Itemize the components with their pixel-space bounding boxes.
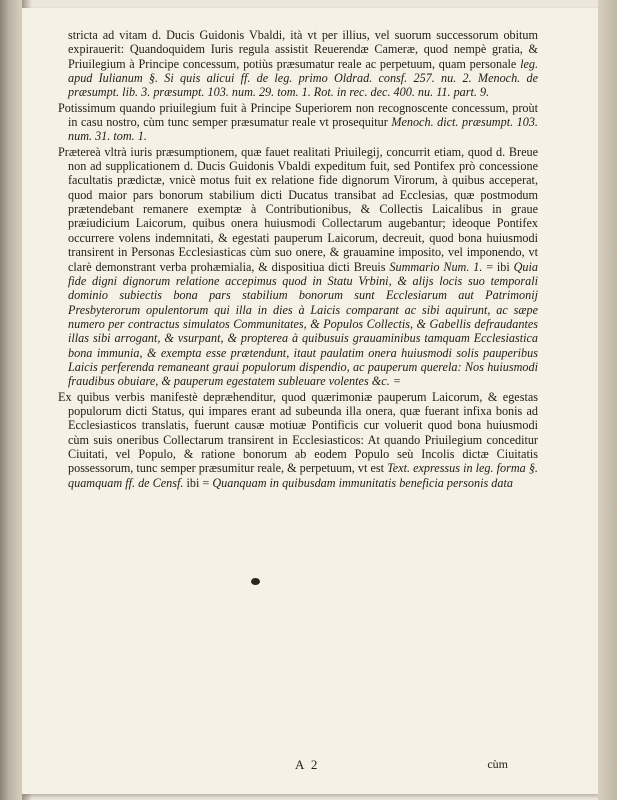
citation: leg. apud Iulianum §. Si quis alicui ff. de leg. primo Oldrad. consf. 257. nu. 2. Menoch. de præsumpt. lib. 3. præsumpt. 103. num. 29. tom. 1. Rot. in rec. dec. 400. nu. 11. part. 9. [68,56,538,100]
ink-blot [251,578,260,585]
quoted-law: Quanquam in quibusdam immunitatis beneficia personis data [212,475,513,490]
paragraph-2 [58,101,538,144]
text-run: = ibi [482,259,514,274]
body-text [58,28,538,490]
text-run: Ex quibus verbis manifestè depræhenditur, quod quærimoniæ pauperum Laicorum, & egestas populorum dicti Status, qui impares erant ad subeunda illa onera, quæ fuerant infixa bonis ad Ecclesiasticos translatis, fuerunt causæ motiuæ Pontificis cur voluerit quod bona huiusmodi cùm suis oneribus Collectarum transirent in Ecclesiasticos: At quando Priuilegium conceditur Ciuitati, vel Populo, & ratione bonorum ab eodem Populo seù Incolis dictæ Ciuitatis possessorum, tunc semper præsumitur reale, & perpetuum, vt est [58,389,538,476]
signature-mark: A 2 [295,757,320,772]
catchword: cùm [487,757,508,771]
text-run: Prætereà vltrà iuris præsumptionem, quæ fauet realitati Priuilegij, concurrit etiam, quod d. Breue non ad supplicationem d. Ducis Guidonis Vbaldi expeditum fuit, sed Pontifex prò concessione facultatis prædictæ, vnicè motus fuit ex relatione fide dignorum Virorum, à quibus acceperat, quod maior pars bonorum stabilium dicti Ducatus transibat ad Ecclesias, quæ postmodum prætendebant remanere exemptæ à Contributionibus, & Collectis Laicalibus in graue præiudicium Laicorum, quibus onera huiusmodi Collectarum augebantur; ideoque Pontifex occurrere volens indemnitati, & egestati pauperum Laicorum, decreuit, quod bona huiusmodi transirent in Personas Ecclesiasticas cùm suo onere, & grauamine imposito, vel imponendo, vt clarè demonstrant verba prohæmialia, & dispositiua dicti Breuis [58,144,538,274]
paragraph-3 [58,145,538,389]
citation: Text. expressus in leg. forma §. quamquam ff. de Censf. [68,461,538,490]
text-run: ibi = [183,475,213,490]
text-run: stricta ad vitam d. Ducis Guidonis Vbaldi, ità vt per illius, vel suorum successorum obitum expirauerit: Quandoquidem Iuris regula assistit Reuerendæ Cameræ, quod nempè gratia, & Priuilegium à Principe concessum, potiùs præsumatur reale ac perpetuum, quam personale [68,28,538,71]
page-footer [58,757,538,773]
text-run: Potissimum quando priuilegium fuit à Principe Superiorem non recognoscente concessum, proùt in casu nostro, cùm tunc semper præsumatur reale vt prosequitur [58,100,538,130]
citation: Menoch. dict. præsumpt. 103. num. 31. tom. 1. [68,115,538,144]
paragraph-4 [58,390,538,490]
page-stack-edge [598,0,617,800]
facing-page-edge [0,0,22,800]
paragraph-1 [58,28,538,100]
citation: Summario Num. 1. [389,259,483,274]
quoted-brief: Quia fide digni dignorum relatione accepimus quod in Statu Vrbini, & alijs locis suo temporali dominio subiectis bona pars stabilium bonorum sunt Ecclesiarum aut Patrimonij Presbyterorum opulentorum qui illa in dies à Laicis comparant ac sibi aquirunt, ac sæpe numero per contractus simulatos Communitates, & Populos Collectis, & Gabellis defraudantes illas sibi arrogant, & vsurpant, & propterea à quibusuis grauaminibus tamquam Ecclesiastica bona immunia, & exempta esse prætendunt, itaut paulatim onera huiusmodi solis pauperibus Laicis perferenda remaneant graui populorum dispendio, ac pauperum querela: Nos huiusmodi fraudibus obuiare, & pauperum egestatem subleuare volentes &c. = [68,259,538,389]
